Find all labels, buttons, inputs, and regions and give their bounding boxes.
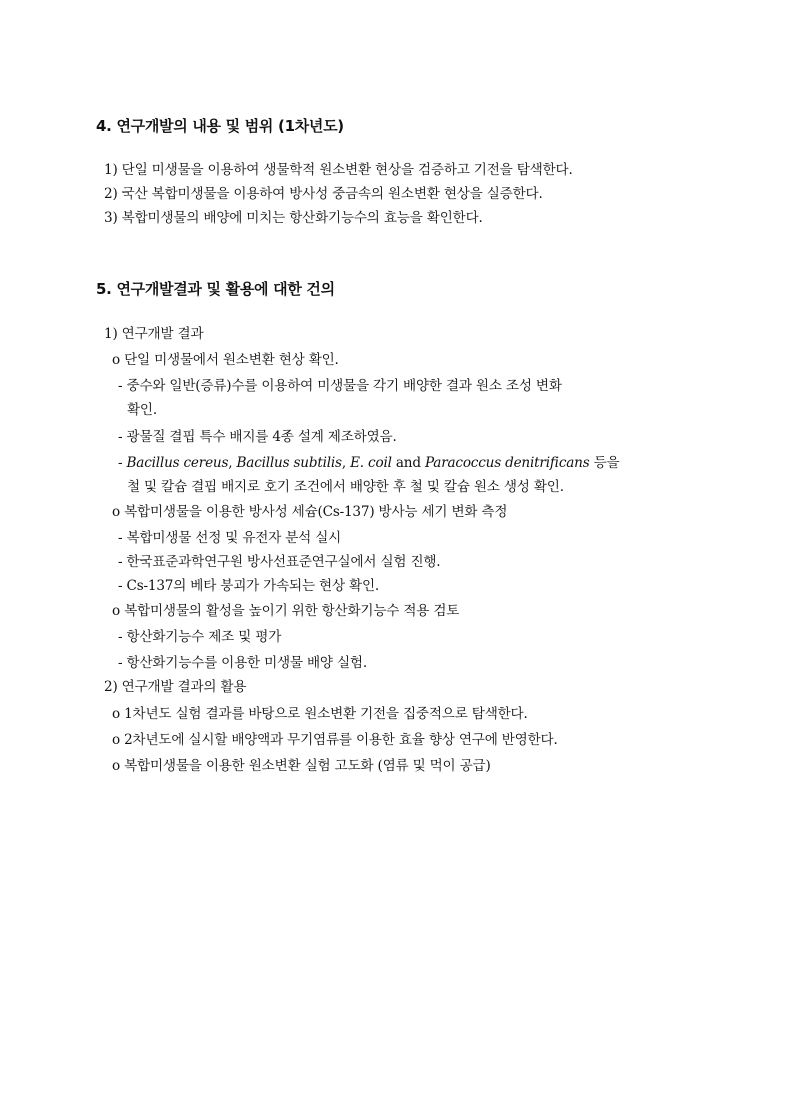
result-2-detail-1: - 복합미생물 선정 및 유전자 분석 실시 <box>118 530 342 546</box>
result-1-title: o 단일 미생물에서 원소변환 현상 확인. <box>112 352 339 368</box>
species-e-coil: E. coil <box>350 455 392 471</box>
result-1-detail-3 <box>118 454 619 472</box>
dash: - <box>118 455 127 471</box>
use-item-3: o 복합미생물을 이용한 원소변환 실험 고도화 (염류 및 먹이 공급) <box>112 758 491 774</box>
result-1-detail-1-cont: 확인. <box>127 402 157 418</box>
species-paracoccus: Paracoccus denitrificans <box>424 455 590 471</box>
result-1-detail-2: - 광물질 결핍 특수 배지를 4종 설계 제조하였음. <box>118 429 397 445</box>
species-bacillus-subtilis: Bacillus subtilis <box>236 455 342 471</box>
section-4-item-2: 2) 국산 복합미생물을 이용하여 방사성 중금속의 원소변환 현상을 실증한다. <box>104 186 543 202</box>
species-bacillus-cereus: Bacillus cereus <box>126 455 229 471</box>
result-2-detail-2: - 한국표준과학연구원 방사선표준연구실에서 실험 진행. <box>118 554 441 570</box>
conjunction: and <box>391 455 425 471</box>
separator: , <box>341 455 351 471</box>
separator: , <box>228 455 237 471</box>
result-2-title: o 복합미생물을 이용한 방사성 세슘(Cs-137) 방사능 세기 변화 측정 <box>112 504 508 520</box>
section-4-title: 4. 연구개발의 내용 및 범위 (1차년도) <box>96 117 344 135</box>
result-1-detail-1: - 중수와 일반(증류)수를 이용하여 미생물을 각기 배양한 결과 원소 조성 변화 <box>118 378 562 394</box>
use-heading: 2) 연구개발 결과의 활용 <box>104 679 247 695</box>
results-heading: 1) 연구개발 결과 <box>104 326 204 342</box>
use-item-1: o 1차년도 실험 결과를 바탕으로 원소변환 기전을 집중적으로 탐색한다. <box>112 706 528 722</box>
section-4-item-3: 3) 복합미생물의 배양에 미치는 항산화기능수의 효능을 확인한다. <box>104 210 483 226</box>
section-4-item-1: 1) 단일 미생물을 이용하여 생물학적 원소변환 현상을 검증하고 기전을 탐색한다. <box>104 162 573 178</box>
result-1-detail-3-cont: 철 및 칼슘 결핍 배지로 호기 조건에서 배양한 후 철 및 칼슘 원소 생성 확인. <box>127 479 564 495</box>
result-3-detail-2: - 항산화기능수를 이용한 미생물 배양 실험. <box>118 655 367 671</box>
tail-text: 등을 <box>589 455 620 471</box>
use-item-2: o 2차년도에 실시할 배양액과 무기염류를 이용한 효율 향상 연구에 반영한다. <box>112 732 558 748</box>
result-3-detail-1: - 항산화기능수 제조 및 평가 <box>118 629 282 645</box>
section-5-title: 5. 연구개발결과 및 활용에 대한 건의 <box>96 280 335 298</box>
result-3-title: o 복합미생물의 활성을 높이기 위한 항산화기능수 적용 검토 <box>112 603 460 619</box>
result-2-detail-3: - Cs-137의 베타 붕괴가 가속되는 현상 확인. <box>118 578 379 594</box>
